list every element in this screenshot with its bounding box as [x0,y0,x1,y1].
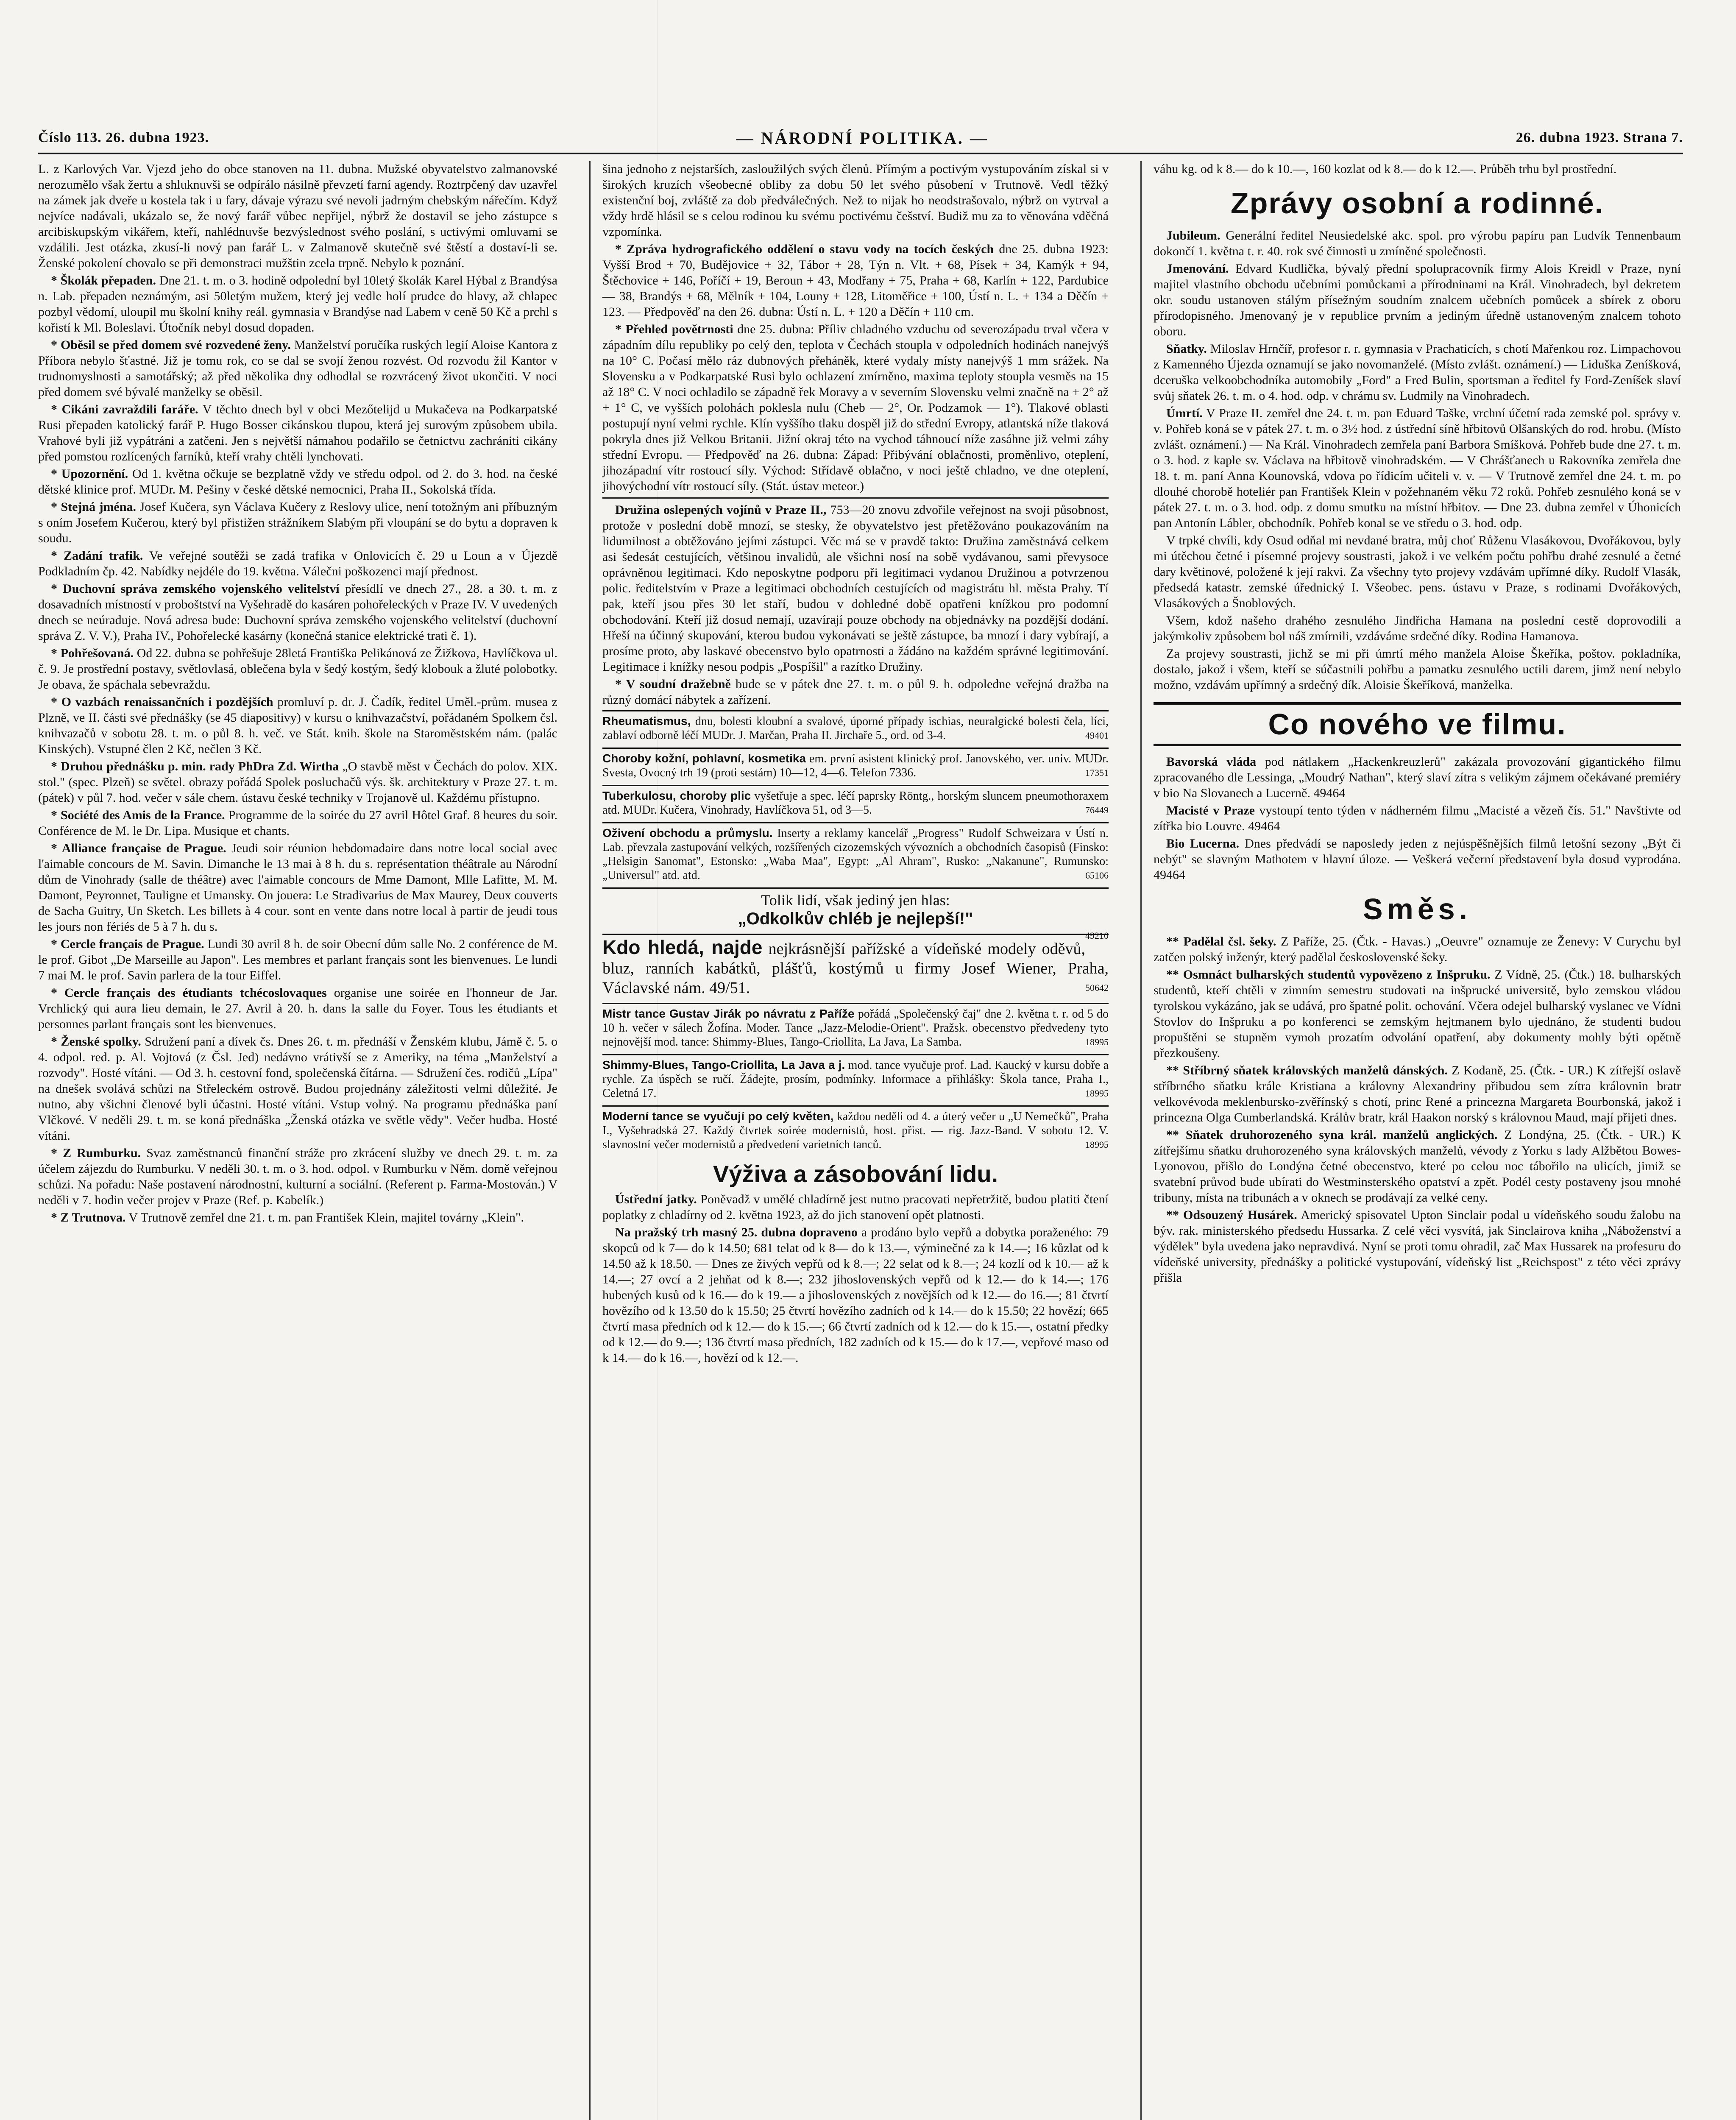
article-cercle [38,936,557,983]
article-text: Z Paříže, 25. (Čtk. - Havas.) „Oeuvre" oznamuje ze Ženevy: V Curychu byl zatčen polský inženýr, který padělal československé šeky. [1154,934,1681,964]
article-snatky [1154,341,1681,404]
article-text: Z Londýna, 25. (Čtk. - UR.) K zítřejšímu sňatku druhorozeného syna královských manželů, vévody z Yorku s lady Alžbětou Bowes-Lyonovou, přišlo do Londýna četné obecenstvo, které po celou noc tábořilo na ulicích, jimiž se svatební průvod bude ubírati do Westminsterského opatství a zpět. Podél cesty postaveny jsou mnohé tribuny, místa na tribunách a v oknech se prodávají za velké ceny. [1154,1128,1681,1205]
article-text: dne 25. dubna: Příliv chladného vzduchu od severozápadu trval včera v západním dílu republiky po celý den, teplota v Čechách stoupla v odpoledních hodinách nanejvýš na 10° C. Počasí mělo ráz dubnových přeháněk, které vydaly místy nanejvýš 1 mm srážek. Na Slovensku a v Podkarpatské Rusi bylo ochlazení zmírněno, maxima teploty stoupla vesměs na 15 až 18° C. V noci ochladilo se západně řek Moravy a v severním Slovensku velmi značně na + 2° až + 1° C, ve vyšších polohách poklesla nulu (Cheb — 2°, Or. Podzamok — 1°). Tlakové oblasti postupují nyní velmi rychle. Klín vyššího tlaku dospěl již do střední Evropy, atlantská níže tlaková pokryla dnes již Velkou Britanii. Jižní okraj této na vychod táhnoucí níže zasáhne již velmi záhy střední Evropu. — Předpověď na 26. dubna: Západ: Přibývání oblačnosti, proměnlivo, oteplení, jihozápadní vítr rostoucí síly. Východ: Střídavě oblačno, v noci ještě chladno, ve dne oteplení, jihovýchodní vítr rostoucí síly. (Stát. ústav meteor.) [602,322,1109,493]
headline: * Cercle français de Prague. [51,937,204,951]
article-text: Od 22. dubna se pohřešuje 28letá Františka Pelikánová ze Žižkova, Havlíčkova ul. č. 9. Je prostřední postavy, světlovlasá, oblečena byla v šedý kostým, šedý klobouk a žluté polobotky. Je obava, že spáchala sebevraždu. [38,646,557,692]
article-trutnov-cont: šina jednoho z nejstarších, zasloužilých svých členů. Přímým a poctivým vystupováním získal si v širokých kruzích všeobecné obliby za dobu 50 let svého působení v Trutnově. Vedl těžký existenční boj, zvláště za dob předválečných. Než to nijak ho neodstrašovalo, nýbrž on vytrval a vždy hrdě hlásil se s celou rodinou ku svému poctivému češství. Budiž mu za to věnována vděčná vzpomínka. [602,162,1109,239]
article-text: Josef Kučera, syn Václava Kučery z Reslovy ulice, není totožným ani příbuzným s oním Josefem Kučerou, který byl přistižen strážníkem Slabým při vloupání se do bytu a dopraven k soudu. [38,500,557,545]
ad-text: Inserty a reklamy kancelář „Progress" Rudolf Schweizara v Ústí n. Lab. převzala zastupování velkých, rozšířených cizozemských vývozních a obchodních časopisů (Finsko: „Helsigin Sanomat", Estonsko: „Waba Maa", Egypt: „Al Ahram", Rusko: „Nakanune", Rumunsko: „Universul" atd. atd. [602,827,1109,882]
article-text: V těchto dnech byl v obci Mezőtelijd u Mukačeva na Podkarpatské Rusi přepaden katolický farář P. Hugo Bosser cikánskou tlupou, která jej surovým způsobem ubila. Vrahové byli již vypátráni a zatčeni. Jen s největší námahou podařilo se četnictvu zachrániti cikány před pomstou rozlícených farníků, kteří vrahy chtěli lynchovati. [38,402,557,463]
article-jatky [602,1191,1109,1223]
ad-headline: Shimmy-Blues, Tango-Criollita, La Java a j. [602,1058,845,1071]
article-text: Dne 21. t. m. o 3. hodině odpolední byl 10letý školák Karel Hýbal z Brandýsa n. Lab. přepaden neznámým, asi 50letým mužem, který jej vedle holí prudce do hlavy, až chlapec pozbyl vědomí, uloupil mu školní knihy reál. gymnasia v Brandýse nad Labem v ceně 50 Kč a prchl s kořistí k Ml. Boleslavi. Útočník nebyl dosud dopaden. [38,273,557,335]
ad-headline: Moderní tance se vyučují po celý květen, [602,1110,834,1123]
article-duchovni-sprava [38,581,557,644]
headline: Úmrtí. [1166,406,1203,420]
article-text: organise une soirée en l'honneur de Jar. Vrchlický qui aura lieu demain, le 27. Avril à 20. h. dans la salle du Foyer. Tous les étudiants et personnes parlant français sont les bienvenues. [38,986,557,1031]
article-text: přesídlí ve dnech 27., 28. a 30. t. m. z dosavadních místností v proboštství na Vyšehradě do kasáren pohořeleckých v Praze IV. V uvedených dnech se neúraduje. Nová adresa bude: Duchovní správa zemského vojenského velitelství (duchovní správa Z. V. V.), Praha IV., Pohořelecké kasárny (konečná stanice elektrické trati č. 1). [38,582,557,643]
article-text: Lundi 30 avril 8 h. de soir Obecní dům salle No. 2 conférence de M. le prof. Gibot „De Marseille au Japon". Les membres et parlant français sont les bienvenues. Le lundi 7 mai M. le prof. Savin parlera de la tour Eiffel. [38,937,557,982]
section-heading-personal: Zprávy osobní a rodinné. [1230,187,1604,220]
ad-number: 49464 [1154,868,1185,882]
article-text: Sdružení paní a dívek čs. Dnes 26. t. m. přednáší v Ženském klubu, Jámě č. 5. o 4. odpol. red. p. Al. Vojtová (z Čsl. Jed) nedávno vrátivší se z Ameriky, na téma „Manželství a rozvody". Hosté vítáni. — Od 3. h. cestovní fond, společenská čítárna. — Sdružení čes. rodičů „Lípa" na dnešek svolává schůzi na Střeleckém ostrově. Budou projednány záležitosti velmi důležité. Je nutno, aby všichni členové byli účastni. Hosté vítáni. Vstup volný. Na programu přednáška paní Vlčkové. V neděli 29. t. m. se koná přednáška „Ženská otázka ve světle vědy". Večer hudba. Hosté vítáni. [38,1035,557,1143]
headline: * Cikáni zavraždili faráře. [51,402,198,416]
article-druzina [602,502,1109,675]
ad-text: em. první asistent klinický prof. Janovského, ver. univ. MUDr. Svesta, Ovocný trh 19 (proti sestám) 10—12, 4—6. Telefon 7336. [602,752,1109,779]
ad-number: 65106 [1085,870,1109,881]
ad-number: 76449 [1085,805,1109,815]
headline: * Školák přepaden. [51,273,156,287]
article-bio-lucerna [1154,836,1681,883]
section-heading-film: Co nového ve filmu. [1154,702,1681,746]
ad-number: 49401 [1085,730,1109,741]
article-text: Poněvadž v umělé chladírně jest nutno pracovati nepřetržitě, budou platiti čtení poplatky z chladírny od 2. května 1923, až do jich stanovení opět platnosti. [602,1192,1109,1222]
headline: * Société des Amis de la France. [51,808,225,822]
headline: * Z Trutnova. [51,1211,126,1225]
headline: * Upozornění. [51,467,128,481]
article-zenske-spolky [38,1034,557,1144]
article-skolak [38,273,557,335]
ad-rheumatismus [602,710,1109,745]
headline: * Alliance française de Prague. [51,841,226,855]
headline: Družina oslepených vojínů v Praze II., [615,503,827,517]
ad-headline: Rheumatismus, [602,714,691,728]
article-zadani-trafik [38,548,557,579]
column-3 [1140,161,1681,2120]
article-text: promluví p. dr. J. Čadík, ředitel Uměl.-prům. musea z Plzně, ve II. části své přednášky (se 45 diapositivy) v kursu o knihvazačství, pořádaném Spolkem čsl. knihvazačů v sobotu 28. t. m. o půl 8. h. več. ve Stát. knih. škole na Staroměstském nám. (palác Kinských). Vstupné člen 2 Kč, nečlen 3 Kč. [38,695,557,756]
article-drazebna [602,676,1109,708]
headline: Sňatky. [1166,342,1207,356]
headline: * Pohřešovaná. [51,646,134,660]
ad-headline: Mistr tance Gustav Jirák po návratu z Paříže [602,1007,855,1020]
headline: * Duchovní správa zemského vojenského velitelství [51,582,340,596]
article-rumburk [38,1145,557,1208]
column-2 [589,161,1109,2120]
article-bavorska [1154,754,1681,801]
article-pohresovana [38,645,557,692]
ad-jirak [602,1003,1109,1052]
article-societe [38,807,557,839]
article-text: Generální ředitel Neusiedelské akc. spol. pro výrobu papíru pan Ludvík Tennenbaum dokončí 1. května t. r. 40. rok své činnosti u zmíněné společnosti. [1154,229,1681,258]
headline: * Stejná jména. [51,500,137,514]
ad-number: 18995 [1085,1139,1109,1150]
section-heading-food: Výživa a zásobování lidu. [713,1160,998,1187]
headline: ** Stříbrný sňatek královských manželů dánských. [1166,1063,1448,1077]
article-zalmanov: L. z Karlových Var. Vjezd jeho do obce stanoven na 11. dubna. Mužské obyvatelstvo zalmanovské nerozumělo však žertu a shluknuvši se odpírálo násilně převzetí farní agendy. Roztrpčený dav uzavřel na zámek jak dveře u kostela tak i u fary, dávaje výrazu své nevoli jadrným chebským nářečím. Když nejvíce nadávali, ukázalo se, že nový farář vůbec nepřijel, nýbrž že dostavil se jeho zástupce s arcibiskupským vikářem, kteří, nahlédnuvše bezvýslednost svého poslání, s uctivými omluvami se vzdálili. Jest otázka, zkusí-li nový pan farář L. v Zalmanově skutečně své štěstí a dostaví-li se. Ženské pokolení chovalo se při demonstraci mužštin zcela trpně. Nebylo k poznání. [38,162,557,270]
article-text: bude se v pátek dne 27. t. m. o půl 9. h. odpoledne veřejná dražba na různý domácí nábytek a zařízení. [602,677,1109,707]
ad-wiener [602,934,1109,1000]
ad-number: 17351 [1085,767,1109,778]
headline: Jmenování. [1166,262,1229,276]
headline: ** Osmnáct bulharských studentů vypovězeno z Inšpruku. [1166,968,1491,982]
headline: ** Sňatek druhorozeného syna král. manželů anglických. [1166,1128,1498,1142]
headline: * Ženské spolky. [51,1035,141,1049]
article-hydro [602,241,1109,320]
ad-line: Tolik lidí, však jediný jen hlas: [761,892,950,909]
article-alliance [38,840,557,934]
ad-headline: Oživení obchodu a průmyslu. [602,826,773,840]
headline: * Oběsil se před domem své rozvedené ženy. [51,338,291,352]
article-text: Manželství poručíka ruských legií Aloise Kantora z Příbora nebylo šťastné. Již je tomu rok, co se dal se svojí ženou rozvést. Od rozvodu žil Kantor v trudnomyslnosti a samotářský; až před několika dny odhodlal se rozvrácený život ukončiti. V noci před domem své bývalé manželky se oběsil. [38,338,557,399]
article-padelal [1154,934,1681,965]
article-text: Dnes předvádí se naposledy jeden z nejúspěšnějších filmů letošní sezony „Být či nebýt" se slavným Mathotem v hlavní úloze. — Veškerá večerní představení byla dosud vyprodána. [1154,837,1681,866]
article-trh [602,1225,1109,1366]
article-cercle-etudiants [38,985,557,1032]
ad-headline: Tuberkulosu, choroby plic [602,789,751,802]
ad-kaucky [602,1054,1109,1103]
ad-number: 49464 [1248,819,1280,833]
page-date-number: 26. dubna 1923. Strana 7. [1516,130,1683,145]
headline: Na pražský trh masný 25. dubna dopraveno [615,1225,858,1239]
article-husarek [1154,1207,1681,1286]
notice-thanks-haman: Všem, kdož našeho drahého zesnulého Jindřicha Hamana na poslední cestě doprovodili a jakýmkoliv způsobem bol náš zmírnili, vzdáváme srdečné díky. Rodina Hamanova. [1154,614,1681,643]
section-heading-smes: Směs. [1363,893,1472,926]
headline: ** Odsouzený Husárek. [1166,1208,1297,1222]
ad-number: 18995 [1085,1037,1109,1047]
article-text: 753—20 znovu zdvořile veřejnost na svoji působnost, protože v poslední době mnozí, se stesky, že obyvatelstvo jest přetěžováno poukazováním na lidumilnost a obtěžováno jejími zástupci. Věc má se v pravdě takto: Družina zaměstnává celkem asi šedesát cestujících, většinou invalidů, ale všichni nosí na sobě vydávanou, sami převysoce oprávněnou legitimaci. Kdo neposkytne podporu při legitimaci vydanou Družinou a potvrzenou polic. ředitelstvím v Praze a legitimaci obchodních cestujících od magistrátu hl. města Prahy. Tí pak, kteří jsou přes 30 let staří, budou v dohledné době opatřeni knížkou pro podomní obchodování. Kteří již dosud nemají, uzavírají pouze obchody na objednávky na pozdější dodání. Hřeší na účinný skupování, kterou budou vykonávati se ještě zástupce, ba mnozí i dary vybírají, a prosíme proto, aby laskavé obecenstvo bylo opatrnosti a žádáno na každém správné legitimování. Legitimace i knížky nesou podpis „Pospíšil" a razítko Družiny. [602,503,1109,674]
ad-choroby [602,748,1109,782]
article-text: Jeudi soir réunion hebdomadaire dans notre local social avec l'aimable concours de M. Savin. Dimanche le 13 mai à 8 h. du s. représentation théâtrale au Národní dům de Vinohrady (salle de théâtre) avec l'aimable concours de Mme Damont, Mlle Lafitte, M. M. Damont, Peyronnet, Tauligne et Umansky. On jouera: Le Stradivarius de Max Maurey, Deux couverts de Sacha Guitry, Un Sketch. Les billets à 4 cour. sont en vente dans notre local à partir de jeudi tous les jours non fériés de 5 à 7 h. du s. [38,841,557,934]
headline: Jubileum. [1166,229,1220,243]
headline: Ústřední jatky. [615,1192,697,1206]
column-1 [38,161,557,2120]
article-dansky-snatek [1154,1063,1681,1125]
headline: * V soudní dražebně [615,677,731,691]
ad-number: 18995 [1085,1088,1109,1099]
headline: * Cercle français des étudiants tchécoslovaques [51,986,327,1000]
article-stejna-jmena [38,499,557,546]
article-text: dne 25. dubna 1923: Vyšší Brod + 70, Budějovice + 32, Tábor + 28, Týn n. Vlt. + 68, Písek + 34, Kamýk + 94, Štěchovice + 146, Poříčí + 19, Beroun + 43, Modřany + 75, Praha + 68, Karlín + 122, Pardubice — 38, Brandýs + 68, Mělník + 104, Louny + 128, Litoměřice + 100, Ústí n. L. + 134 a Děčín + 123. — Předpověď na den 26. dubna: Ústí n. L. + 120 a Děčín + 110 cm. [602,242,1109,319]
article-anglicky-snatek [1154,1127,1681,1205]
article-bulhari [1154,967,1681,1061]
article-umrti [1154,405,1681,531]
ad-number: 49210 [1085,930,1109,941]
article-text: Miloslav Hrnčíř, profesor r. r. gymnasia v Prachaticích, s chotí Mařenkou roz. Limpachovou z Kamenného Újezda oznamují se jako novomanželé. (Místo zvlášt. oznámení.) — Liduška Zeníšková, dceruška velkoobchodníka automobily „Ford" a Fred Bulin, sportsman a ředitel fy Ford-Zeníšek slaví svůj sňatek 26. t. m. o 4. hod. odp. v chrámu sv. Ludmily na Vinohradech. [1154,342,1681,403]
headline: ** Padělal čsl. šeky. [1166,934,1276,948]
article-text: V Trutnově zemřel dne 21. t. m. pan František Klein, majitel továrny „Klein". [128,1211,524,1225]
article-weather [602,321,1109,494]
ad-text: dnu, bolesti kloubní a svalové, úporné případy ischias, neuralgické bolesti čela, líci, zablaví odborně léčí MUDr. J. Marčan, Praha II. Jirchaře 5., ord. od 3-4. [602,715,1109,742]
article-text: Z Kodaně, 25. (Čtk. - UR.) K zítřejší oslavě stříbrného sňatku krále Kristiana a královny Alexandriny přibudou sem zítra královnin bratr velkovévoda meklenbursko-zvěřínský s chotí, princ René a princezna Margareta Bourbonská, jakož i princezna Olga Cumberlandská. Králův bratr, král Haakon norský s královnou Maud, mají přijeti dnes. [1154,1063,1681,1124]
article-jmenovani [1154,261,1681,339]
article-text: pod nátlakem „Hackenkreuzlerů" zakázala provozování gigantického filmu zpracovaného dle Lessinga, „Moudrý Nathan", který slaví zítra s velikým zájmem očekávané premiéry v bio Na Slovanech a Lucerně. [1154,755,1681,800]
article-cikani [38,402,557,464]
ad-headline: Choroby kožní, pohlavní, kosmetika [602,752,806,765]
ad-progress [602,822,1109,885]
headline: * Přehled povětrnosti [615,322,733,336]
article-text: Edvard Kudlička, bývalý přední spolupracovník firmy Alois Kreidl v Praze, nyní majitel vlastního obchodu učebními pomůckami a přírodninami na Král. Vinohradech, byl dekretem okr. soudu ustanoven stálým přísežným soudním znalcem učebních pomůcek a sbírek z oboru přírodopisného. Jmenovaný je v republice prvním a jediným úředně ustanoveným znalcem tohoto oboru. [1154,262,1681,338]
notice-thanks-skerik: Za projevy soustrasti, jichž se mi při úmrtí mého manžela Aloise Škeříka, poštov. pokladníka, dostalo, jakož i všem, kteří se súčastnili pohřbu a pamatku zesnulého uctili darem, jimž není nebylo možno, vzdávám upřímný a srdečný dík. Aloisie Škeříková, manželka. [1154,647,1681,692]
newspaper-title: — NÁRODNÍ POLITIKA. — [736,128,989,148]
ad-slogan: „Odkolkův chléb je nejlepší!" [738,909,973,928]
ad-nemecku [602,1105,1109,1154]
headline: * Zadání trafik. [51,549,143,563]
ad-text: mod. tance vyučuje prof. Lad. Kaucký v kursu dobře a rychle. Za úspěch se ručí. Žádejte, prosím, podmínky. Informace a přihlášky: Škola tance, Praha I., Celetná 17. [602,1059,1109,1100]
divider [602,497,1109,499]
headline: Bavorská vláda [1166,755,1257,769]
ad-text: pořádá „Společenský čaj" dne 2. května t. r. od 5 do 10 h. večer v sálech Žofína. Moder. Tance „Jazz-Melodie-Orient". Pražsk. obecenstvo předvedeny tyto nejnovější mod. tance: Shimmy-Blues, Tango-Criollita, La Java, La Samba. [602,1007,1109,1049]
ad-number: 49464 [1313,786,1346,800]
article-text: V Praze II. zemřel dne 24. t. m. pan Eduard Taške, vrchní účetní rada zemské pol. správy v. v. Pohřeb koná se v pátek 27. t. m. o 3½ hod. z ústřední síně hřbitovů Olšanských do rod. hrobu. (Místo zvlášt. oznámení.) — Na Král. Vinohradech zemřela paní Barbora Smíšková. Pohřeb bude dne 27. t. m. o 3. hod. z kaple sv. Václava na hřbitově vinohradském. — V Chrášťanech u Rakovníka zemřela dne 18. t. m. paní Anna Kounovská, vdova po řídicím učiteli v. v. — V Trutnově zemřel dne 24. t. m. po dlouhé chorobě hoteliér pan František Klein v požehnaném věku 72 roků. Pohřeb zesnulého koná se v pátek 27. t. m. o 3. hod. odp. z domu smutku na místní hřbitov. — Dne 23. dubna zemřel v Úhonicích pan Antonín Lábler, obchodník. Pohřeb konal se ve středu o 3. hod. odp. [1154,406,1681,530]
headline: * O vazbách renaissančních i pozdějších [51,695,273,709]
ad-text: každou neděli od 4. a úterý večer u „U Nemečků", Praha I., Vyšehradská 27. Každý čtvrtek soirée modernistů, host. přist. — rig. Jazz-Band. V sobotu 12. V. slavnostní večer modernistů a předvedení varietních tanců. [602,1110,1109,1151]
article-upozorneni [38,466,557,497]
article-wirth [38,759,557,806]
notice-thanks-vlasak: V trpké chvíli, kdy Osud odňal mi nevdané bratra, můj choť Růženu Vlasákovou, Dvořákovou, byly mi útěchou četné i písemné projevy soustrasti, jakož i ve velkém počtu pohřbu drahé zesnulé a četné dary květinové, položené k její rakvi. Za všechny tyto projevy vzdávám upřímné díky. Rudolf Vlasák, předsedá katastr. zemské úřednický I. Všeobec. pens. ústavu v Praze, s rodinami Dvořákových, Vlasákových a Šnoblových. [1154,533,1681,610]
headline: Bio Lucerna. [1166,837,1240,851]
article-text: Programme de la soirée du 27 avril Hôtel Graf. 8 heures du soir. Conférence de M. le Dr. Lipa. Musique et chants. [38,808,557,838]
article-text: Svaz zaměstnanců finanční stráže pro zkrácení služby ve dnech 29. t. m. za účelem zájezdu do Rumburku. V neděli 30. t. m. o 3. hod. odpol. v Rumburku v Něm. domě veřejnou schůzi. Na pořadu: Naše postavení národnostní, kulturní a sociální. (Referent p. Farma-Mostován.) V neděli v 7. hodin večer projev v Praze (Ref. p. Kabelík.) [38,1146,557,1207]
article-trutnov [38,1210,557,1225]
article-text: Z Vídně, 25. (Čtk.) 18. bulharských studentů, kteří chtěli v zimním semestru studovati na inšprucké universitě, bylo zemskou vládou tyrolskou vykázáno, jak se udává, pro špatné polit. ochování. Včera odejel bulharský vyslanec ve Vídni Stovlov do Inšpruku a po konferenci se zemským hejtmanem bylo ujednáno, že studenti budou propuštěni se stupněm vymoh prozatím odvolání opatření, aby dokumenty mohly býti opětně přezkoušeny. [1154,968,1681,1060]
headline: * Z Rumburku. [51,1146,141,1160]
headline: * Druhou přednášku p. min. rady PhDra Zd. Wirtha [51,759,339,773]
page-header [38,123,1683,154]
article-trh-cont: váhu kg. od k 8.— do k 10.—, 160 kozlat od k 8.— do k 12.—. Průběh trhu byl prostřední. [1154,162,1617,176]
ad-odkolek [602,887,1109,941]
article-obesil [38,337,557,400]
article-text: vystoupí tento týden v nádherném filmu „Macisté a vězeň čís. 51." Navštivte od zítřka bio Louvre. [1154,803,1681,833]
article-vazby [38,694,557,757]
ad-text: nejkrásnější pařížské a vídeňské modely oděvů, bluz, ranních kabátků, plášťů, kostýmů u firmy Josef Wiener, Praha, Václavské nám. 49/51. [602,940,1109,997]
headline: * Zpráva hydrografického oddělení o stavu vody na tocích českých [615,242,994,256]
article-text: „O stavbě měst v Čechách do polov. XIX. stol." (spec. Plzeň) se světel. obrazy pořádá Spolek posluchačů výs. šk. architektury v Praze 27. t. m. (pátek) v půl 7. hod. večer v sále chem. ústavu české techniky v Trojanově ul. Každému přístupno. [38,759,557,805]
ad-number: 50642 [1085,982,1109,993]
article-text: Od 1. května očkuje se bezplatně vždy ve středu odpol. od 2. do 3. hod. na české dětské klinice prof. MUDr. M. Pešiny v české dětské nemocnici, Praha II., Sokolská třída. [38,467,557,497]
article-text: Ve veřejné soutěži se zadá trafika v Onlovicích č. 29 u Loun a v Újezdě Podkladním čp. 42. Nabídky nejdéle do 19. května. Válečni poškozenci mají přednost. [38,549,557,578]
issue-info: Číslo 113. 26. dubna 1923. [38,130,209,145]
article-text: a prodáno bylo vepřů a dobytka poraženého: 79 skopců od k 7— do k 14.50; 681 telat od k 8— do k 13.—, výminečné za k 14.—; 16 kůzlat od k 14.50 až k 18.50. — Dnes ze živých vepřů od k 8.—; 22 selat od k 8.—; 24 kozlí od k 10.— až k 14.—; 27 ovcí a 2 jehňat od k 8.—; 232 jihoslovenských vepřů od k 12.— do k 14.—; 176 hubených kusů od k 16.— do k 19.— a jihoslovenských z novějších od k 12.— do 16.—; 81 čtvrtí hovězího od k 13.50 do k 15.50; 25 čtvrtí hovězího zadních od k 14.— do k 15.50; 22 hovězí; 665 čtvrtí masa předních od k 12.— do k 15.—; 66 čtvrtí zadních od k 12.— do k 15.—, ostatní předky od k 12.— do 9.—; 136 čtvrtí masa předních, 182 zadních od k 15.— do k 17.—, vepřové maso od k 14.— do k 16.—, hovězí od k 12.—. [602,1225,1109,1365]
article-jubileum [1154,228,1681,259]
ad-headline: Kdo hledá, najde [602,936,763,958]
ad-text: vyšetřuje a spec. léčí paprsky Röntg., horským sluncem pneumothoraxem atd. MUDr. Kučera, Vinohrady, Havlíčkova 51, od 3—5. [602,789,1109,817]
article-columns [38,161,1683,2120]
article-text: Americký spisovatel Upton Sinclair podal u vídeňského soudu žalobu na býv. rak. ministerského předsedu Hussarka. Z celé věci vysvítá, jak Sinclairova kniha „Náboženství a výdělek" byla uvedena jako nepravdivá. Nyní se proti tomu ohradil, zač Max Hussarek na profesuru do vídeňské university, přednášky a politické vystupování, vídeňský list „Reichspost" z této věci zprávy přišla [1154,1208,1681,1285]
article-maciste [1154,803,1681,834]
headline: Macisté v Praze [1166,803,1255,817]
ad-tuberkulosa [602,785,1109,820]
